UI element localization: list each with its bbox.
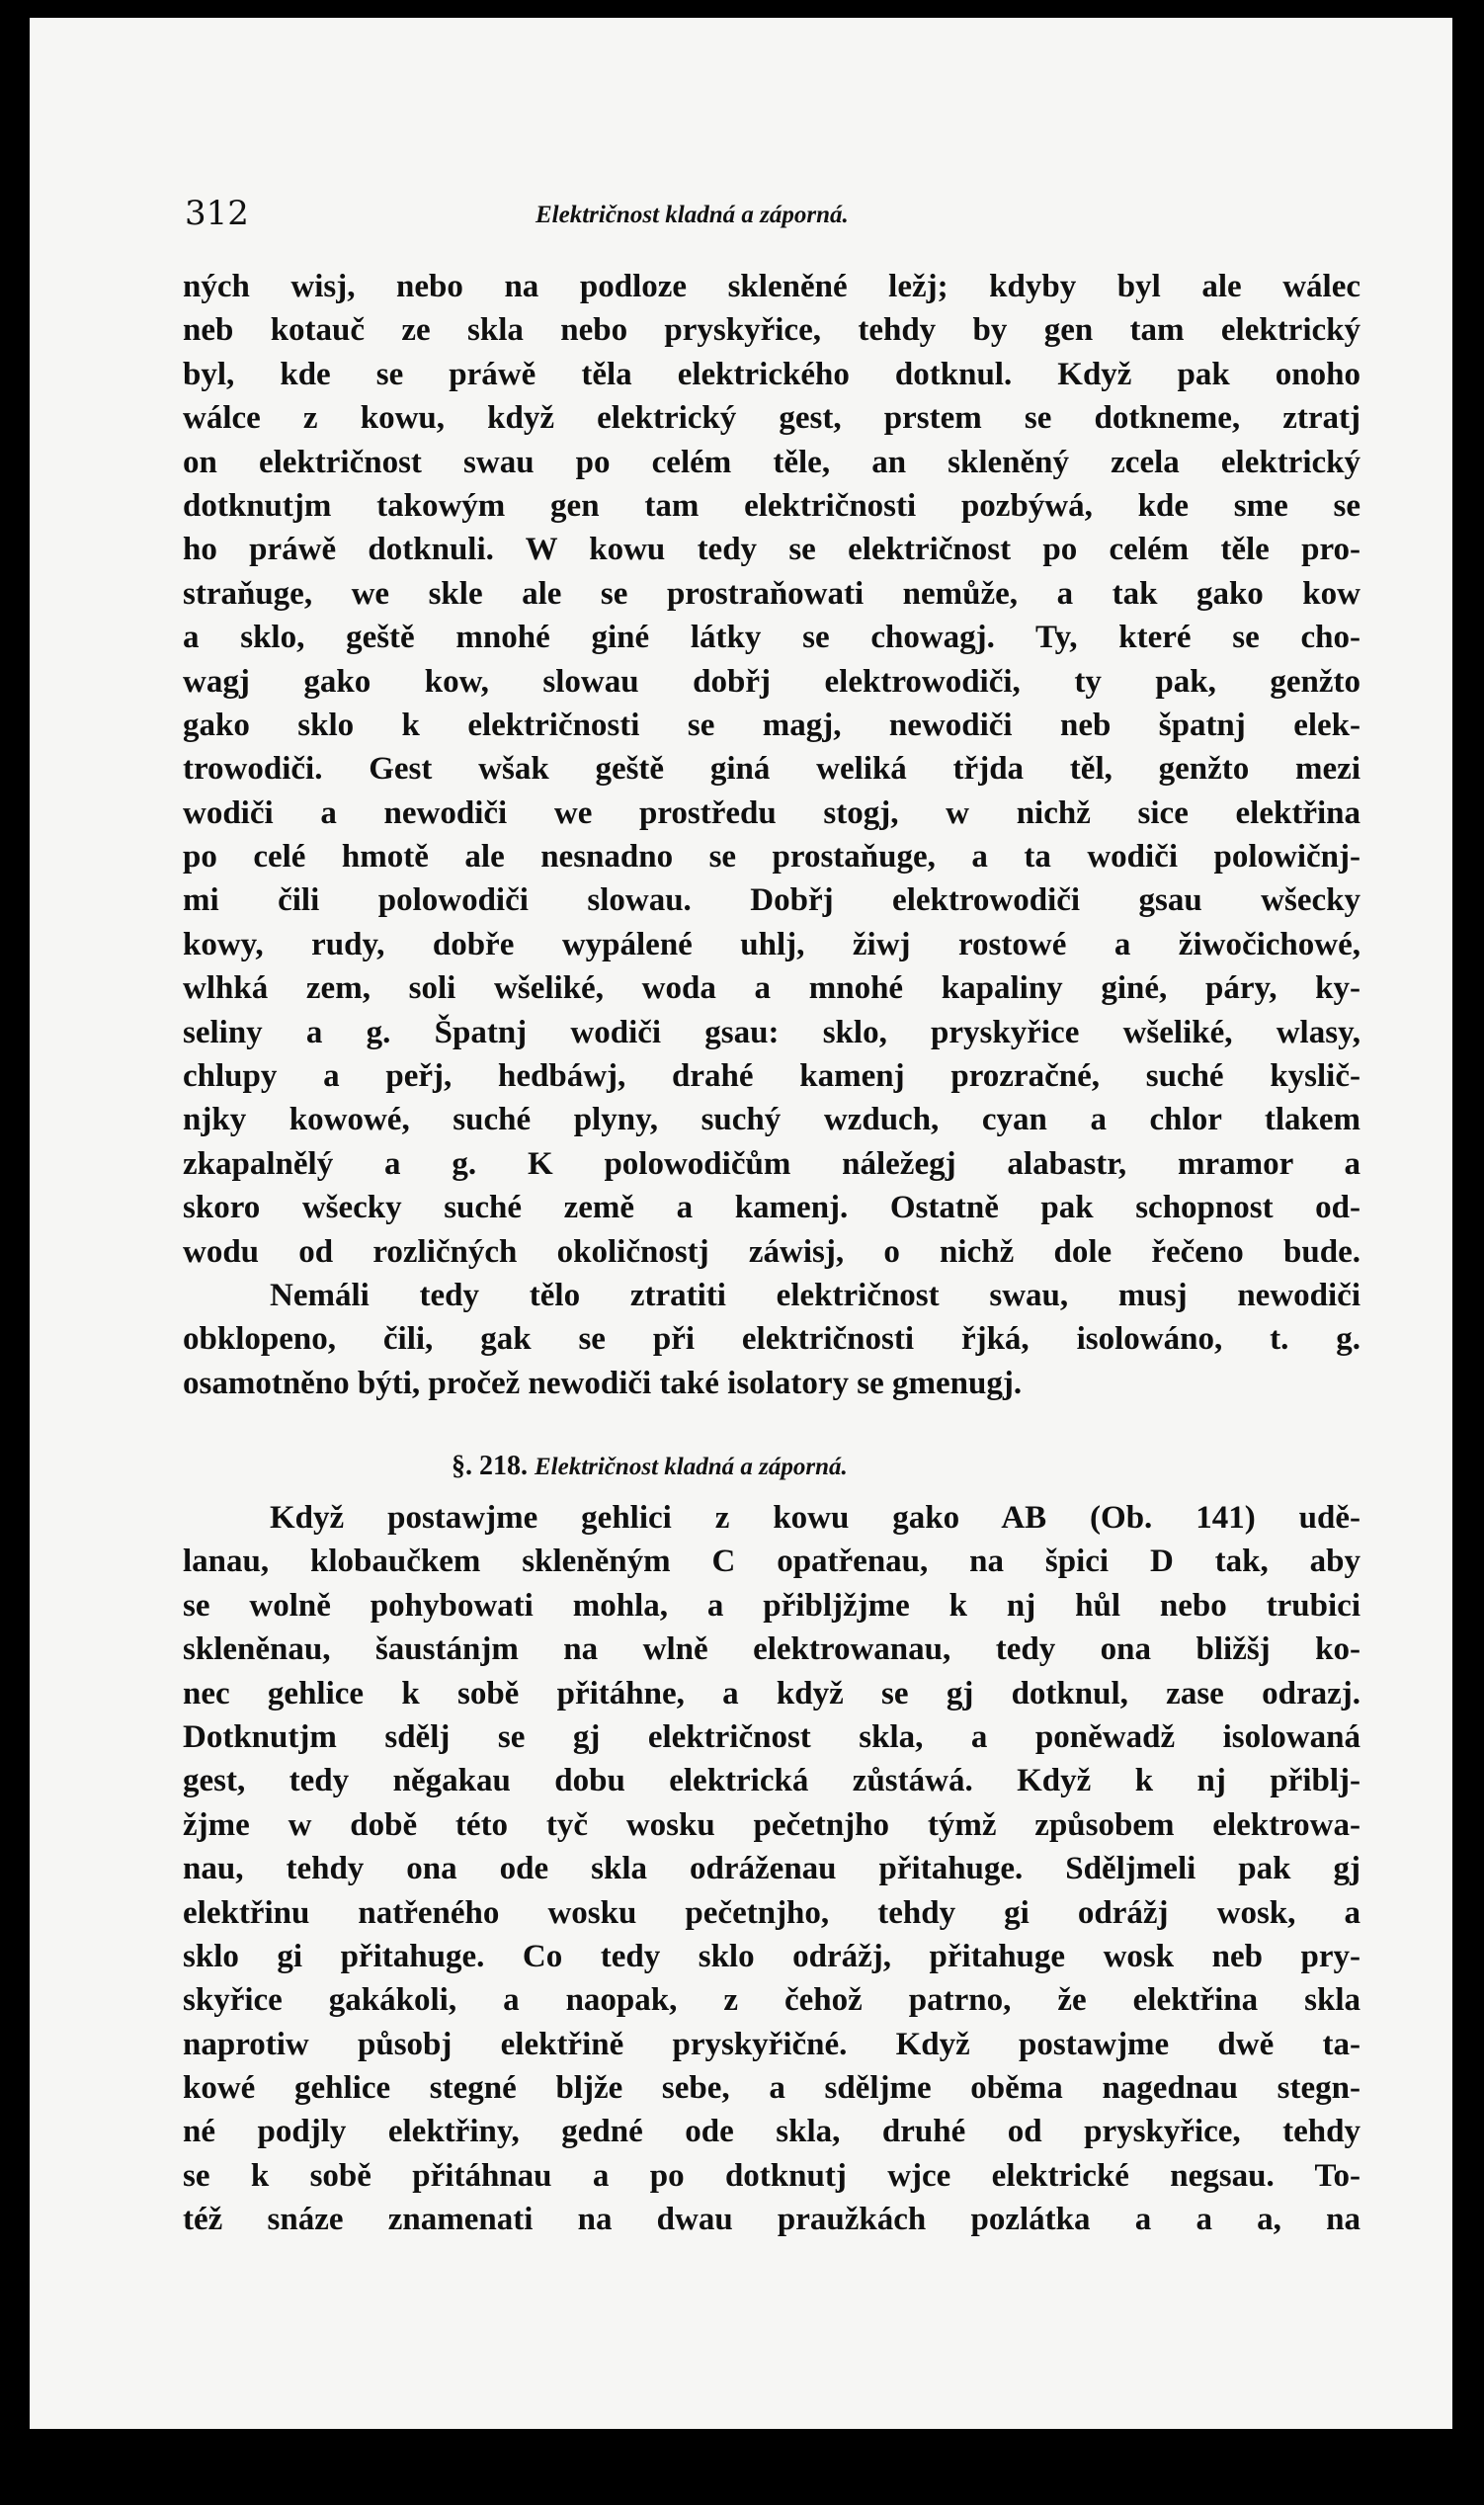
text-line: wagj gako kow, slowau dobřj elektrowodiči, ty pak, genžto [183,663,1360,700]
text-line: též snáze znamenati na dwau praužkách pozlátka a a a, na [183,2202,1360,2238]
text-line: neb kotauč ze skla nebo pryskyřice, tehdy by gen tam elektrický [183,312,1360,349]
paragraph-1 [183,265,1360,1405]
text-line: elektřinu natřeného wosku pečetnjho, tehdy gi odrážj wosk, a [183,1894,1360,1931]
text-line: po celé hmotě ale nesnadno se prostaňuge, a ta wodiči polowičnj- [183,839,1360,876]
text-line: sklo gi přitahuge. Co tedy sklo odrážj, přitahuge wosk neb pry- [183,1938,1360,1974]
text-line: ných wisj, nebo na podloze skleněné ležj; kdyby byl ale wálec [183,269,1360,304]
text-line: Nemáli tedy tělo ztratiti električnost swau, musj newodiči [270,1277,1360,1313]
text-line: chlupy a peřj, hedbáwj, drahé kamenj prozračné, suché kyslič- [183,1058,1360,1095]
text-line: gest, tedy něgakau dobu elektrická zůstáwá. Když k nj přiblj- [183,1763,1360,1799]
text-line: dotknutjm takowým gen tam električnosti pozbýwá, kde sme se [183,487,1360,524]
text-line: wodu od rozličných okoličnostj záwisj, o nichž dole řečeno bude. [183,1233,1360,1270]
text-line: wodiči a newodiči we prostředu stogj, w nichž sice elektřina [183,794,1360,831]
text-line: seliny a g. Špatnj wodiči gsau: sklo, pryskyřice wšeliké, wlasy, [183,1014,1360,1050]
running-head: Električnost kladná a záporná. [536,202,849,228]
paragraph-2 [183,1496,1360,2242]
page-number: 312 [185,194,249,233]
text-line: Když postawjme gehlici z kowu gako AB (Ob. 141) udě- [270,1500,1360,1536]
text-line: njky kowowé, suché plyny, suchý wzduch, cyan a chlor tlakem [183,1102,1360,1138]
text-line: nec gehlice k sobě přitáhne, a když se gj dotknul, zase odrazj. [183,1675,1360,1712]
text-line: obklopeno, čili, gak se při električnosti řjká, isolowáno, t. g. [183,1321,1360,1358]
text-line: nau, tehdy ona ode skla odráženau přitahuge. Sděljmeli pak gj [183,1851,1360,1887]
text-line: gako sklo k električnosti se magj, newodiči neb špatnj elek- [183,707,1360,743]
text-line: a sklo, geště mnohé giné látky se chowagj. Ty, které se cho- [183,620,1360,656]
text-line: mi čili polowodiči slowau. Dobřj elektrowodiči gsau wšecky [183,882,1360,919]
text-line: né podjly elektřiny, gedné ode skla, druhé od pryskyřice, tehdy [183,2114,1360,2150]
text-line: se wolně pohybowati mohla, a přibljžjme k nj hůl nebo trubici [183,1587,1360,1624]
text-line: ho práwě dotknuli. W kowu tedy se električnost po celém těle pro- [183,532,1360,568]
text-line: zkapalnělý a g. K polowodičům náležegj alabastr, mramor a [183,1145,1360,1182]
text-line: byl, kde se práwě těla elektrického dotknul. Když pak onoho [183,356,1360,392]
section-heading [452,1451,848,1482]
text-line: kowy, rudy, dobře wypálené uhlj, žiwj rostowé a žiwočichowé, [183,926,1360,962]
text-line: Dotknutjm sdělj se gj električnost skla, a poněwadž isolowaná [183,1718,1360,1755]
text-line: skoro wšecky suché země a kamenj. Ostatně pak schopnost od- [183,1190,1360,1226]
text-line: wálce z kowu, když elektrický gest, prstem se dotkneme, ztratj [183,400,1360,437]
section-number: §. 218. [452,1451,528,1481]
text-line: straňuge, we skle ale se prostraňowati nemůže, a tak gako kow [183,575,1360,612]
text-line: naprotiw působj elektřině pryskyřičné. Když postawjme dwě ta- [183,2026,1360,2062]
text-line: se k sobě přitáhnau a po dotknutj wjce elektrické negsau. To- [183,2157,1360,2194]
text-line: skyřice gakákoli, a naopak, z čehož patrno, že elektřina skla [183,1982,1360,2019]
page-header [185,194,1360,233]
text-line: žjme w době této tyč wosku pečetnjho týmž způsobem elektrowa- [183,1806,1360,1843]
text-line: lanau, klobaučkem skleněným C opatřenau, na špici D tak, aby [183,1544,1360,1580]
text-line: on električnost swau po celém těle, an skleněný zcela elektrický [183,444,1360,480]
text-line: trowodiči. Gest wšak geště giná weliká třjda těl, genžto mezi [183,751,1360,788]
text-line: wlhká zem, soli wšeliké, woda a mnohé kapaliny giné, páry, ky- [183,970,1360,1007]
text-line: skleněnau, šaustánjm na wlně elektrowanau, tedy ona bližšj ko- [183,1631,1360,1668]
section-title: Električnost kladná a záporná. [535,1454,848,1480]
text-line: osamotněno býti, pročež newodiči také isolatory se gmenugj. [183,1365,1023,1401]
text-line: kowé gehlice stegné bljže sebe, a sděljme oběma nagednau stegn- [183,2070,1360,2107]
